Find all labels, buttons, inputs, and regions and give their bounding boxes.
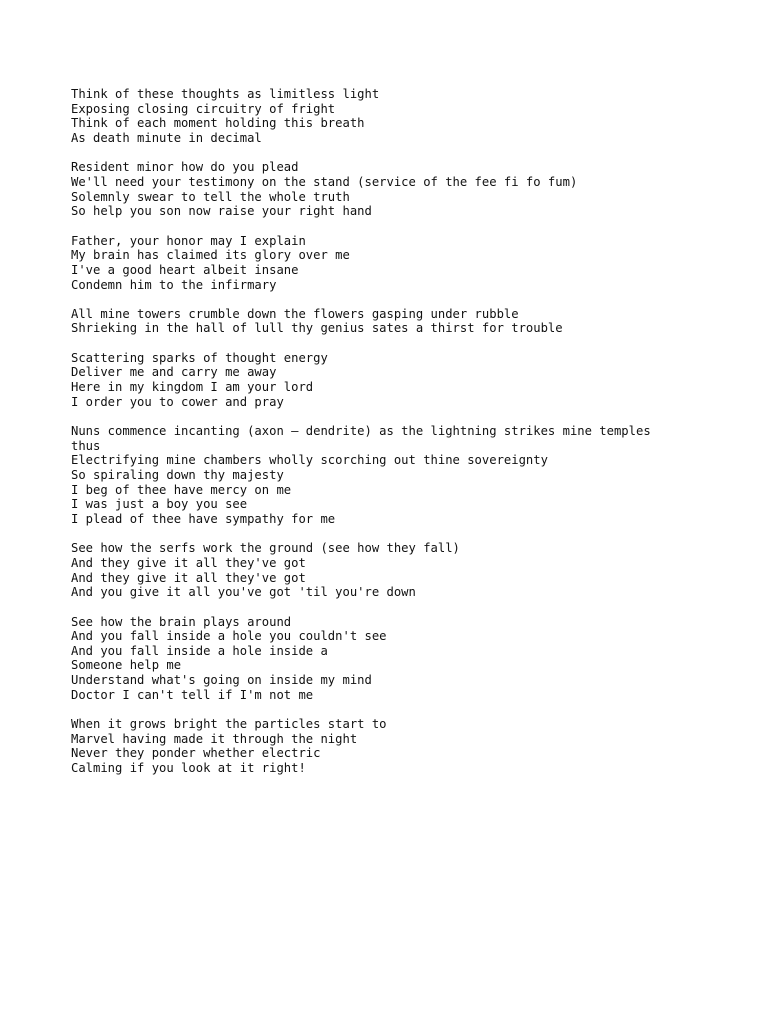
- text-line: Exposing closing circuitry of fright: [71, 101, 336, 116]
- text-line: And you give it all you've got 'til you're down: [71, 585, 416, 600]
- text-line: When it grows bright the particles start to: [71, 717, 387, 732]
- text-line: Calming if you look at it right!: [71, 761, 306, 776]
- stanza-7: [71, 541, 731, 600]
- text-line: Doctor I can't tell if I'm not me: [71, 687, 314, 702]
- stanza-8: [71, 615, 731, 703]
- text-line: Shrieking in the hall of lull thy genius sates a thirst for trouble: [71, 321, 563, 336]
- text-line: As death minute in decimal: [71, 130, 262, 145]
- stanza-4: [71, 307, 731, 336]
- text-line: Scattering sparks of thought energy: [71, 350, 328, 365]
- text-line: And they give it all they've got: [71, 570, 306, 585]
- text-line: See how the brain plays around: [71, 614, 292, 629]
- text-line: Understand what's going on inside my mind: [71, 673, 372, 688]
- text-line: My brain has claimed its glory over me: [71, 248, 350, 263]
- text-line: And you fall inside a hole you couldn't see: [71, 629, 387, 644]
- stanza-1: [71, 87, 731, 146]
- text-line: I've a good heart albeit insane: [71, 262, 299, 277]
- text-line: And they give it all they've got: [71, 555, 306, 570]
- stanza-3: [71, 234, 731, 293]
- text-line: Father, your honor may I explain: [71, 233, 306, 248]
- text-line: I plead of thee have sympathy for me: [71, 511, 336, 526]
- text-line: All mine towers crumble down the flowers gasping under rubble: [71, 306, 519, 321]
- text-line: thus: [71, 438, 101, 453]
- text-line: Solemnly swear to tell the whole truth: [71, 189, 350, 204]
- text-line: Electrifying mine chambers wholly scorching out thine sovereignty: [71, 453, 548, 468]
- stanza-5: [71, 351, 731, 410]
- text-line: So spiraling down thy majesty: [71, 467, 284, 482]
- text-line: We'll need your testimony on the stand (service of the fee fi fo fum): [71, 174, 578, 189]
- text-line: Nuns commence incanting (axon – dendrite) as the lightning strikes mine temples: [71, 424, 651, 439]
- stanza-6: [71, 424, 731, 527]
- document-page: [71, 87, 731, 790]
- text-line: I was just a boy you see: [71, 497, 248, 512]
- text-line: Never they ponder whether electric: [71, 746, 321, 761]
- text-line: Here in my kingdom I am your lord: [71, 380, 314, 395]
- text-line: Deliver me and carry me away: [71, 365, 277, 380]
- stanza-9: [71, 717, 731, 776]
- text-line: So help you son now raise your right hand: [71, 204, 372, 219]
- text-line: Resident minor how do you plead: [71, 160, 299, 175]
- text-line: I beg of thee have mercy on me: [71, 482, 292, 497]
- text-line: And you fall inside a hole inside a: [71, 643, 328, 658]
- text-line: Think of these thoughts as limitless light: [71, 87, 380, 101]
- text-line: Condemn him to the infirmary: [71, 277, 277, 292]
- stanza-2: [71, 160, 731, 219]
- text-line: I order you to cower and pray: [71, 394, 284, 409]
- text-line: See how the serfs work the ground (see how they fall): [71, 541, 460, 556]
- text-line: Marvel having made it through the night: [71, 731, 358, 746]
- text-line: Think of each moment holding this breath: [71, 116, 365, 131]
- text-line: Someone help me: [71, 658, 182, 673]
